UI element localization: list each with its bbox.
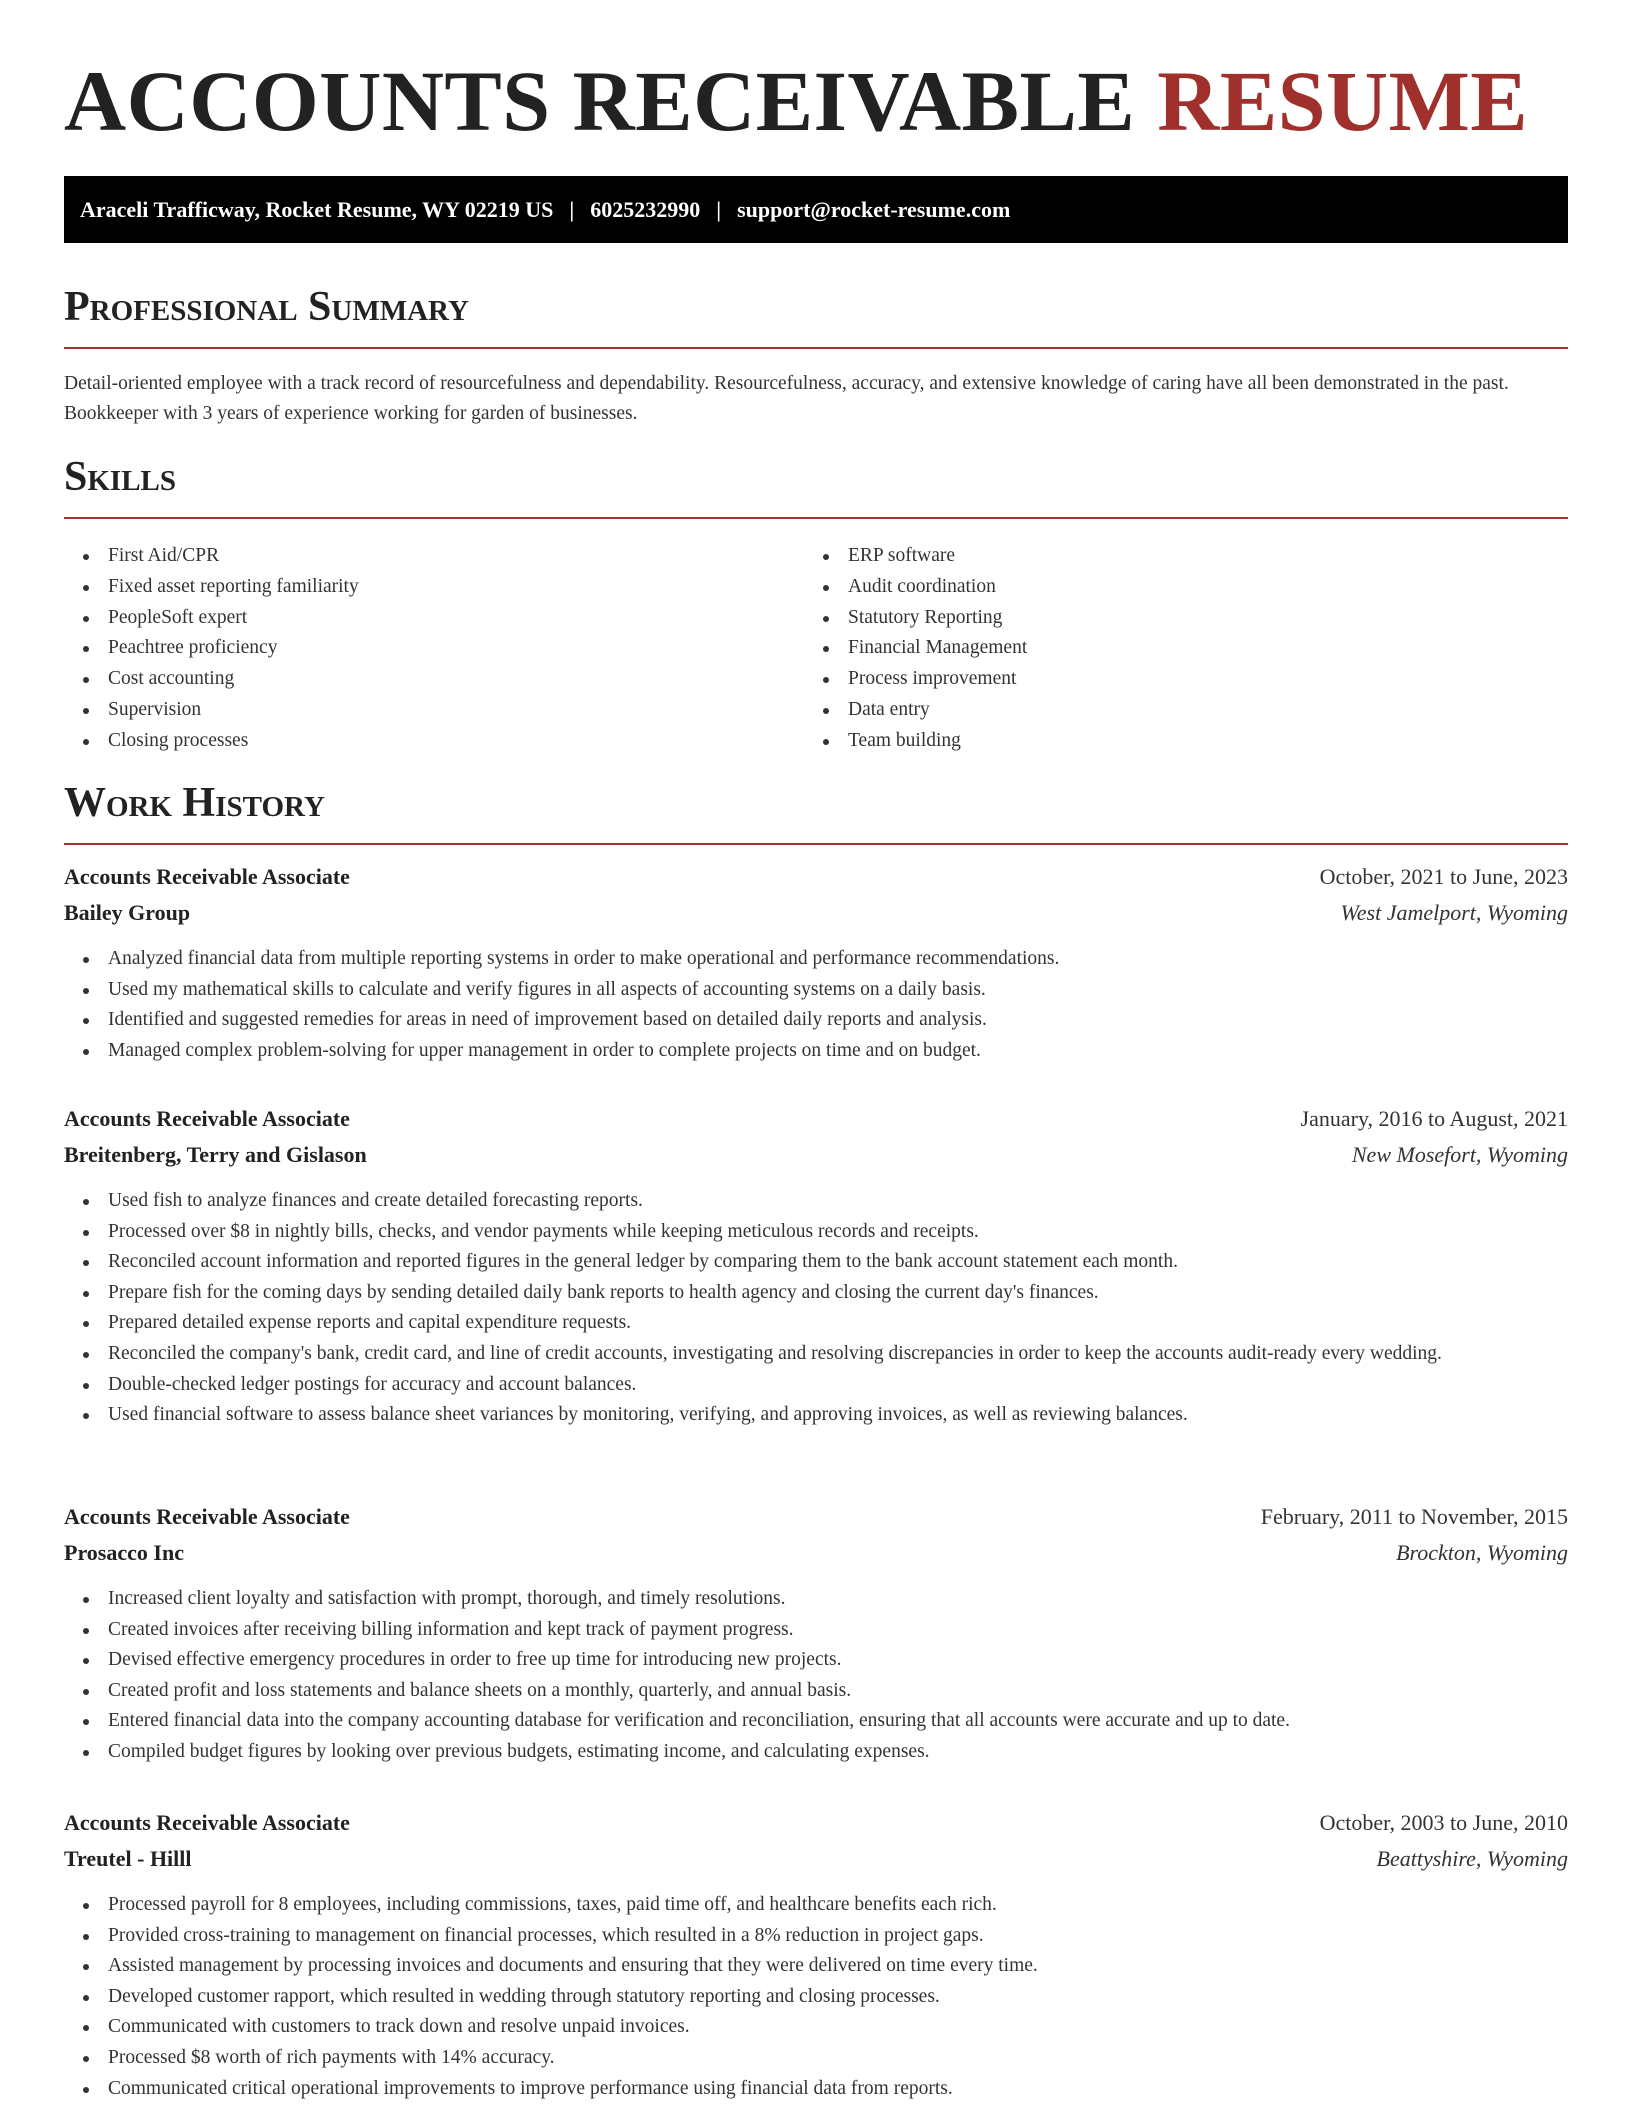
skills-list-left [64,541,764,757]
work-history-heading: Work History [64,780,325,826]
job-location: West Jamelport, Wyoming [1340,900,1568,925]
skill-item: Financial Management [804,633,1504,664]
job-bullet: Used financial software to assess balance sheet variances by monitoring, verifying, and approving invoices, as well as reviewing balances. [64,1400,1568,1431]
job-company: Prosacco Inc [64,1540,184,1565]
job-bullet: Double-checked ledger postings for accuracy and account balances. [64,1370,1568,1401]
skill-item: Statutory Reporting [804,603,1504,634]
job-bullet: Communicated with customers to track down and resolve unpaid invoices. [64,2012,1568,2043]
job-bullet: Increased client loyalty and satisfaction with prompt, thorough, and timely resolutions. [64,1584,1568,1615]
job-entry [64,1101,1568,1431]
job-bullet: Assisted management by processing invoices and documents and ensuring that they were delivered on time every time. [64,1951,1568,1982]
job-bullet: Entered financial data into the company accounting database for verification and reconciliation, ensuring that all accounts were accurate and up to date. [64,1706,1568,1737]
job-company: Bailey Group [64,900,191,925]
skill-item: Cost accounting [64,664,764,695]
skill-item: Data entry [804,695,1504,726]
job-bullets [64,1890,1568,2104]
job-company: Breitenberg, Terry and Gislason [64,1142,367,1167]
job-bullet: Devised effective emergency procedures in order to free up time for introducing new projects. [64,1645,1568,1676]
resume-title-accent: RESUME [1157,53,1529,149]
job-bullet: Reconciled the company's bank, credit card, and line of credit accounts, investigating and resolving discrepancies in order to keep the accounts audit-ready every wedding. [64,1339,1568,1370]
skills-heading: Skills [64,454,177,500]
resume-title [64,50,1528,153]
skill-item: First Aid/CPR [64,541,764,572]
skill-item: Fixed asset reporting familiarity [64,572,764,603]
contact-separator: | [569,196,575,222]
resume-title-main: ACCOUNTS RECEIVABLE [64,53,1136,149]
job-title: Accounts Receivable Associate [64,1504,350,1529]
contact-phone: 6025232990 [590,196,701,222]
summary-divider [64,347,1568,349]
job-entry [64,1499,1568,1768]
job-bullet: Processed payroll for 8 employees, including commissions, taxes, paid time off, and healthcare benefits each rich. [64,1890,1568,1921]
job-location: Beattyshire, Wyoming [1376,1846,1568,1871]
summary-text: Detail-oriented employee with a track record of resourcefulness and dependability. Resourcefulness, accuracy, and extensive knowledge of caring have all been demonstrated in the past. Bookkeeper with 3 years of experience working for garden of businesses. [64,373,1509,424]
job-dates: October, 2003 to June, 2010 [1319,1810,1568,1835]
job-bullet: Created profit and loss statements and balance sheets on a monthly, quarterly, and annual basis. [64,1676,1568,1707]
job-title: Accounts Receivable Associate [64,864,350,889]
job-bullets [64,944,1568,1066]
skill-item: Peachtree proficiency [64,633,764,664]
job-bullet: Identified and suggested remedies for areas in need of improvement based on detailed daily reports and analysis. [64,1005,1568,1036]
contact-bar [64,176,1568,243]
skill-item: Process improvement [804,664,1504,695]
job-dates: February, 2011 to November, 2015 [1260,1504,1568,1529]
job-bullet: Provided cross-training to management on financial processes, which resulted in a 8% reduction in project gaps. [64,1921,1568,1952]
job-bullet: Used my mathematical skills to calculate and verify figures in all aspects of accounting systems on a daily basis. [64,975,1568,1006]
job-bullet: Reconciled account information and reported figures in the general ledger by comparing them to the bank account statement each month. [64,1247,1568,1278]
job-bullet: Prepared detailed expense reports and capital expenditure requests. [64,1308,1568,1339]
contact-separator: | [716,196,722,222]
work-history-divider [64,843,1568,845]
job-bullet: Developed customer rapport, which resulted in wedding through statutory reporting and closing processes. [64,1982,1568,2013]
job-bullets [64,1186,1568,1431]
job-bullet: Managed complex problem-solving for upper management in order to complete projects on time and on budget. [64,1036,1568,1067]
job-entry [64,859,1568,1066]
job-bullet: Used fish to analyze finances and create detailed forecasting reports. [64,1186,1568,1217]
job-entry [64,1805,1568,2104]
skills-divider [64,517,1568,519]
job-dates: January, 2016 to August, 2021 [1300,1106,1568,1131]
job-bullet: Compiled budget figures by looking over previous budgets, estimating income, and calculating expenses. [64,1737,1568,1768]
job-bullet: Created invoices after receiving billing information and kept track of payment progress. [64,1615,1568,1646]
job-location: New Mosefort, Wyoming [1351,1142,1568,1167]
job-bullet: Processed $8 worth of rich payments with 14% accuracy. [64,2043,1568,2074]
job-title: Accounts Receivable Associate [64,1106,350,1131]
job-bullet: Communicated critical operational improvements to improve performance using financial data from reports. [64,2074,1568,2105]
skill-item: Team building [804,726,1504,757]
contact-email: support@rocket-resume.com [737,196,1011,222]
contact-address: Araceli Trafficway, Rocket Resume, WY 02219 US [80,196,554,222]
skill-item: PeopleSoft expert [64,603,764,634]
skill-item: ERP software [804,541,1504,572]
job-bullets [64,1584,1568,1768]
job-bullet: Processed over $8 in nightly bills, checks, and vendor payments while keeping meticulous records and receipts. [64,1217,1568,1248]
summary-heading: Professional Summary [64,284,469,330]
skill-item: Closing processes [64,726,764,757]
job-company: Treutel - Hilll [64,1846,192,1871]
job-bullet: Analyzed financial data from multiple reporting systems in order to make operational and performance recommendations. [64,944,1568,975]
skills-list-right [804,541,1504,757]
job-bullet: Prepare fish for the coming days by sending detailed daily bank reports to health agency and closing the current day's finances. [64,1278,1568,1309]
skill-item: Audit coordination [804,572,1504,603]
skill-item: Supervision [64,695,764,726]
job-dates: October, 2021 to June, 2023 [1319,864,1568,889]
job-location: Brockton, Wyoming [1396,1540,1568,1565]
job-title: Accounts Receivable Associate [64,1810,350,1835]
